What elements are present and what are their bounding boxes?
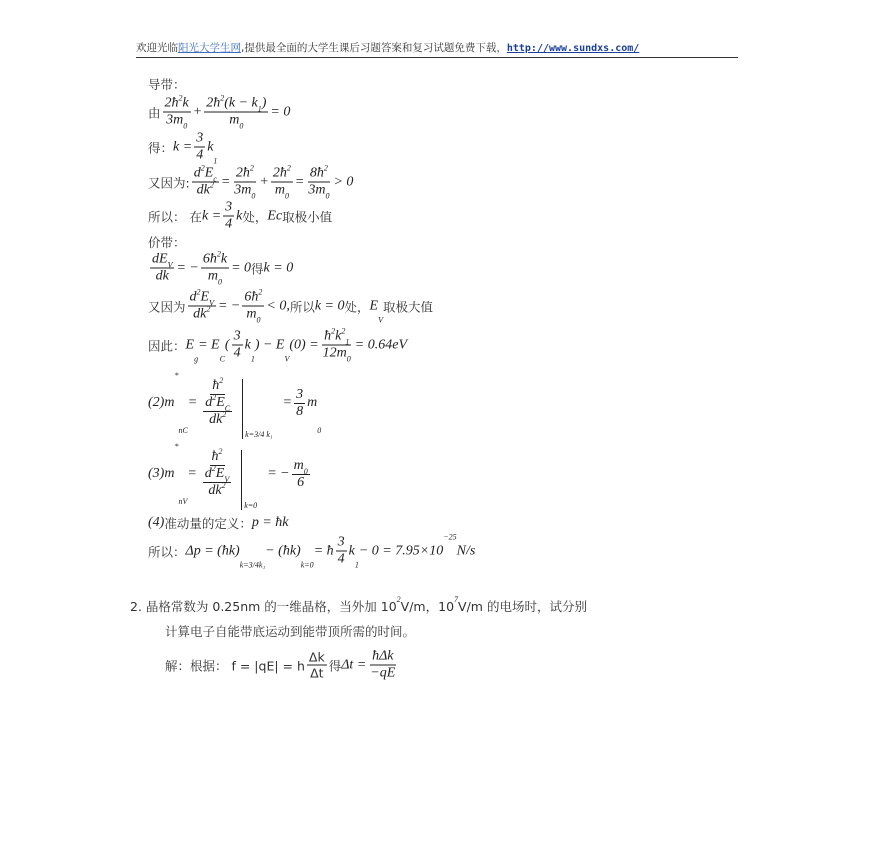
math-run: ħ — [324, 328, 332, 344]
fraction — [192, 163, 219, 199]
numerator — [232, 329, 243, 346]
math-run: = − — [217, 298, 241, 313]
math-run: = — [294, 174, 305, 189]
math-run: (k − k — [224, 95, 258, 111]
subscript: 1 — [257, 104, 262, 114]
superscript: 2 — [286, 163, 291, 173]
numerator — [204, 93, 268, 114]
numerator — [370, 649, 395, 666]
document-line — [165, 622, 415, 640]
text-run: Δt — [310, 665, 324, 681]
superscript: 2 — [212, 393, 217, 402]
numerator — [201, 249, 229, 269]
math-run: + — [259, 174, 269, 189]
denominator — [306, 183, 331, 199]
math-run: = — [220, 174, 231, 189]
math-run: k = — [173, 139, 193, 154]
denominator — [206, 483, 227, 499]
subscript: 0 — [251, 191, 256, 201]
subscript: 0 — [239, 121, 244, 131]
math-run: d — [193, 165, 201, 181]
math-run: ( — [224, 337, 230, 352]
superscript: 2 — [331, 326, 336, 336]
superscript: 2 — [209, 180, 214, 190]
fraction — [188, 287, 216, 323]
math-run: = 0.64eV — [354, 337, 407, 352]
header-text: ,提供最全面的大学生课后习题答案和复习试题免费下载， — [241, 42, 507, 54]
subscript: 0 — [325, 191, 330, 201]
document-line — [148, 131, 217, 164]
math-run: m — [207, 268, 219, 284]
superscript: 2 — [211, 464, 216, 473]
numerator — [203, 395, 232, 412]
evaluation-bar — [242, 379, 273, 439]
text-run: 准动量的定义： — [164, 516, 252, 531]
math-run: k — [207, 139, 214, 154]
math-run: E — [216, 395, 225, 410]
denominator — [194, 148, 205, 164]
math-run: Ec — [267, 208, 283, 223]
math-run: E — [185, 337, 195, 352]
fraction — [203, 395, 232, 428]
math-run: m — [274, 182, 285, 198]
subscript: nC — [178, 426, 188, 435]
subscript: 1 — [345, 337, 350, 347]
denominator — [164, 113, 189, 129]
text-run: Δk — [308, 649, 325, 665]
denominator — [207, 412, 228, 428]
subscript: 0 — [218, 277, 223, 287]
superscript: 2 — [216, 249, 221, 259]
math-run: = − — [176, 260, 199, 275]
math-run: 3 — [225, 199, 233, 215]
text-run: 导带： — [148, 77, 186, 92]
text-run: 2. 晶格常数为 0.25nm 的一维晶格，当外加 10 — [130, 599, 397, 614]
document-line — [165, 649, 399, 682]
evaluation-bar — [241, 450, 257, 510]
fraction — [201, 249, 229, 287]
math-run: dk — [155, 268, 169, 284]
superscript: 2 — [196, 287, 201, 297]
fraction — [271, 163, 293, 201]
document-line — [148, 249, 294, 287]
numerator — [188, 287, 216, 308]
superscript: 7 — [454, 595, 459, 604]
math-run: k = 0 — [263, 260, 294, 275]
numerator — [271, 163, 293, 183]
document-line — [148, 93, 291, 131]
math-run: 3 — [196, 130, 204, 146]
document-line — [148, 532, 476, 570]
page-header — [136, 40, 738, 58]
math-run: m — [246, 306, 257, 322]
denominator — [154, 269, 171, 285]
math-run: 3m — [308, 182, 326, 198]
subscript: C — [219, 354, 225, 364]
subscript: 1 — [213, 156, 218, 166]
fraction — [150, 252, 174, 285]
math-run: 4 — [233, 345, 241, 361]
math-run: = — [187, 466, 197, 481]
math-run: 6ħ — [202, 251, 217, 267]
denominator — [244, 307, 262, 323]
denominator — [223, 217, 234, 233]
math-run: m — [307, 395, 318, 410]
denominator — [199, 466, 235, 499]
text-run: 所以 — [289, 299, 315, 314]
denominator — [336, 552, 347, 568]
superscript: 2 — [341, 326, 346, 336]
fraction — [306, 163, 331, 201]
math-run: Δp = (ħk) — [185, 543, 240, 558]
denominator — [321, 346, 353, 362]
text-run: 取极大值 — [382, 299, 433, 314]
document-line — [148, 326, 407, 364]
math-run: 2ħ — [272, 165, 287, 181]
math-run: = 0 — [231, 260, 252, 275]
math-run: (0) = — [289, 337, 319, 352]
text-run: 由 — [148, 105, 161, 120]
math-run: 6 — [297, 474, 305, 490]
numerator — [308, 163, 330, 183]
text-run: 所以： 在 — [148, 209, 202, 224]
text-run: 得 — [251, 261, 264, 276]
superscript: 2 — [249, 163, 254, 173]
document-line — [148, 163, 354, 201]
subscript: 0 — [183, 121, 188, 131]
subscript: 0 — [256, 315, 261, 325]
subscript: k=3/4k₁ — [239, 560, 266, 570]
math-run: 3m — [234, 182, 252, 198]
math-run: d — [189, 289, 197, 305]
math-run: = E — [198, 337, 220, 352]
numerator — [223, 200, 234, 217]
math-run: m — [293, 457, 304, 473]
fraction — [232, 329, 243, 362]
math-run: (4) — [148, 515, 165, 530]
denominator — [368, 666, 397, 682]
math-run: 4 — [225, 216, 233, 232]
math-run: 2ħ — [206, 95, 221, 111]
text-run: 处， — [242, 209, 268, 224]
numerator — [307, 650, 327, 666]
superscript: 2 — [218, 447, 223, 456]
superscript: 2 — [200, 163, 205, 173]
math-run: p = ħk — [251, 515, 289, 530]
text-run: 又因为 — [148, 299, 186, 314]
subscript: 0 — [303, 466, 308, 476]
superscript: 2 — [221, 481, 226, 490]
subscript: c — [213, 174, 217, 184]
numerator — [192, 163, 219, 184]
math-run: ) − E — [254, 337, 285, 352]
subscript: C — [224, 404, 231, 413]
denominator — [294, 404, 305, 420]
text-run: 解：根据： f = |qE| = h — [165, 658, 305, 673]
math-run: dk — [193, 306, 207, 322]
superscript: * — [174, 371, 179, 380]
text-run: V/m 的电场时，试分别 — [458, 599, 587, 614]
denominator — [295, 475, 306, 491]
math-run: d — [204, 466, 212, 481]
subscript: 0 — [346, 354, 351, 364]
text-run: 所以： — [148, 544, 186, 559]
math-run: 4 — [337, 551, 345, 567]
site-url-link[interactable]: http://www.sundxs.com/ — [506, 43, 640, 54]
text-run: V/m，10 — [400, 599, 455, 614]
math-run: Δt = — [341, 657, 367, 672]
fraction — [203, 466, 231, 499]
denominator — [199, 395, 236, 428]
math-run: 8 — [296, 403, 304, 419]
math-run: −qE — [370, 665, 396, 681]
superscript: 2 — [219, 376, 224, 385]
document-line — [148, 287, 433, 325]
math-run: 3m — [166, 112, 184, 128]
document-line — [148, 442, 312, 510]
text-run: 又因为: — [148, 175, 190, 190]
math-run: = — [282, 395, 293, 410]
math-run: = 0 — [270, 104, 291, 119]
document-line — [148, 371, 322, 439]
text-run: 取极小值 — [282, 209, 333, 224]
subscript: V — [167, 260, 173, 270]
denominator — [308, 666, 325, 681]
math-run: k = — [201, 208, 222, 223]
header-prefix: 欢迎光临 — [136, 42, 178, 54]
numerator — [336, 535, 347, 552]
denominator — [195, 180, 216, 199]
site-link[interactable]: 阳光大学生网 — [178, 42, 241, 54]
math-run: E — [204, 165, 214, 181]
fraction — [199, 449, 235, 499]
math-run: 8ħ — [309, 165, 324, 181]
math-run: > 0 — [333, 174, 354, 189]
denominator — [206, 269, 224, 285]
subscript: nV — [178, 497, 188, 506]
math-run: k — [220, 251, 228, 267]
math-run: ) — [261, 95, 267, 111]
numerator — [242, 287, 264, 307]
superscript: 2 — [222, 410, 227, 419]
document-line — [148, 200, 332, 233]
fraction — [307, 650, 327, 681]
text-run: 因此： — [148, 338, 186, 353]
subscript: 0 — [317, 426, 322, 435]
denominator — [191, 304, 212, 323]
math-run: E — [369, 298, 379, 313]
math-run: ħ — [212, 378, 220, 393]
document-line — [148, 75, 186, 93]
math-run: E — [215, 466, 225, 481]
math-run: dk — [209, 412, 223, 427]
math-run: k — [348, 543, 355, 558]
numerator — [292, 458, 310, 475]
subscript: V — [284, 354, 290, 364]
math-run: dE — [152, 251, 168, 267]
math-run: d — [205, 395, 213, 410]
math-run: 3 — [233, 328, 241, 344]
math-run: E — [200, 289, 210, 305]
math-run: + — [192, 104, 203, 119]
fraction — [321, 326, 353, 364]
fraction — [242, 287, 264, 325]
math-run: 4 — [196, 147, 204, 163]
subscript: 0 — [284, 191, 289, 201]
fraction — [368, 649, 397, 682]
document-line — [148, 233, 186, 251]
fraction — [163, 93, 191, 131]
math-run: 6ħ — [244, 289, 259, 305]
fraction — [204, 93, 268, 131]
fraction — [194, 131, 205, 164]
math-run: dk — [196, 182, 210, 198]
fraction — [199, 378, 236, 428]
numerator — [163, 93, 191, 113]
subscript: k=0 — [300, 560, 314, 570]
document-line — [130, 597, 587, 615]
fraction — [336, 535, 347, 568]
evaluation-condition: k=0 — [244, 501, 258, 510]
text-run: 处， — [344, 299, 370, 314]
math-run: k = 0 — [314, 298, 345, 313]
superscript: 2 — [178, 93, 183, 103]
text-run: 计算电子自能带底运动到能带顶所需的时间。 — [165, 624, 416, 639]
math-run: k — [236, 208, 243, 223]
superscript: −25 — [443, 532, 457, 542]
subscript: 1 — [354, 560, 359, 570]
math-run: 3 — [337, 534, 345, 550]
text-run: 得 — [328, 658, 342, 673]
text-run: 得： — [148, 140, 174, 155]
math-run: − (ħk) — [265, 543, 301, 558]
math-run: dk — [208, 483, 222, 498]
superscript: * — [174, 442, 179, 451]
superscript: 2 — [258, 287, 263, 297]
math-run: = ħ — [313, 543, 334, 558]
superscript: 2 — [323, 163, 328, 173]
superscript: 2 — [220, 93, 225, 103]
math-run: k — [335, 328, 342, 344]
math-run: ħ — [211, 449, 219, 464]
math-run: N/s — [456, 543, 476, 558]
numerator — [150, 252, 174, 269]
subscript: g — [194, 354, 199, 364]
math-run: m — [229, 112, 240, 128]
math-run: 3 — [296, 386, 304, 402]
math-run: 12m — [322, 345, 347, 361]
subscript: V — [209, 298, 214, 308]
document-line — [148, 514, 289, 532]
numerator — [203, 466, 231, 483]
math-run: (3)m — [148, 466, 175, 481]
numerator — [322, 326, 351, 347]
fraction — [294, 387, 305, 420]
subscript: 1 — [250, 354, 255, 364]
math-run: (2)m — [148, 395, 175, 410]
fraction — [223, 200, 234, 233]
math-run: 2ħ — [235, 165, 250, 181]
math-run: < 0, — [266, 298, 290, 313]
denominator — [232, 183, 257, 199]
math-run: − 0 = 7.95×10 — [358, 543, 444, 558]
fraction — [292, 458, 310, 491]
superscript: 2 — [206, 304, 211, 314]
math-run: = − — [267, 466, 290, 481]
denominator — [227, 113, 245, 129]
text-run: 价带： — [148, 235, 186, 250]
subscript: V — [378, 315, 383, 325]
denominator — [232, 346, 243, 362]
numerator — [194, 131, 205, 148]
math-run: 2ħ — [164, 95, 179, 111]
evaluation-condition: k=3/4 k₁ — [245, 430, 273, 439]
math-run: k — [182, 95, 189, 111]
math-run: k — [244, 337, 251, 352]
numerator — [234, 163, 256, 183]
fraction — [232, 163, 257, 201]
superscript: 2 — [396, 595, 401, 604]
numerator — [294, 387, 305, 404]
denominator — [273, 183, 291, 199]
math-run: ħΔk — [372, 648, 394, 664]
math-run: = — [187, 395, 198, 410]
subscript: V — [224, 475, 230, 484]
